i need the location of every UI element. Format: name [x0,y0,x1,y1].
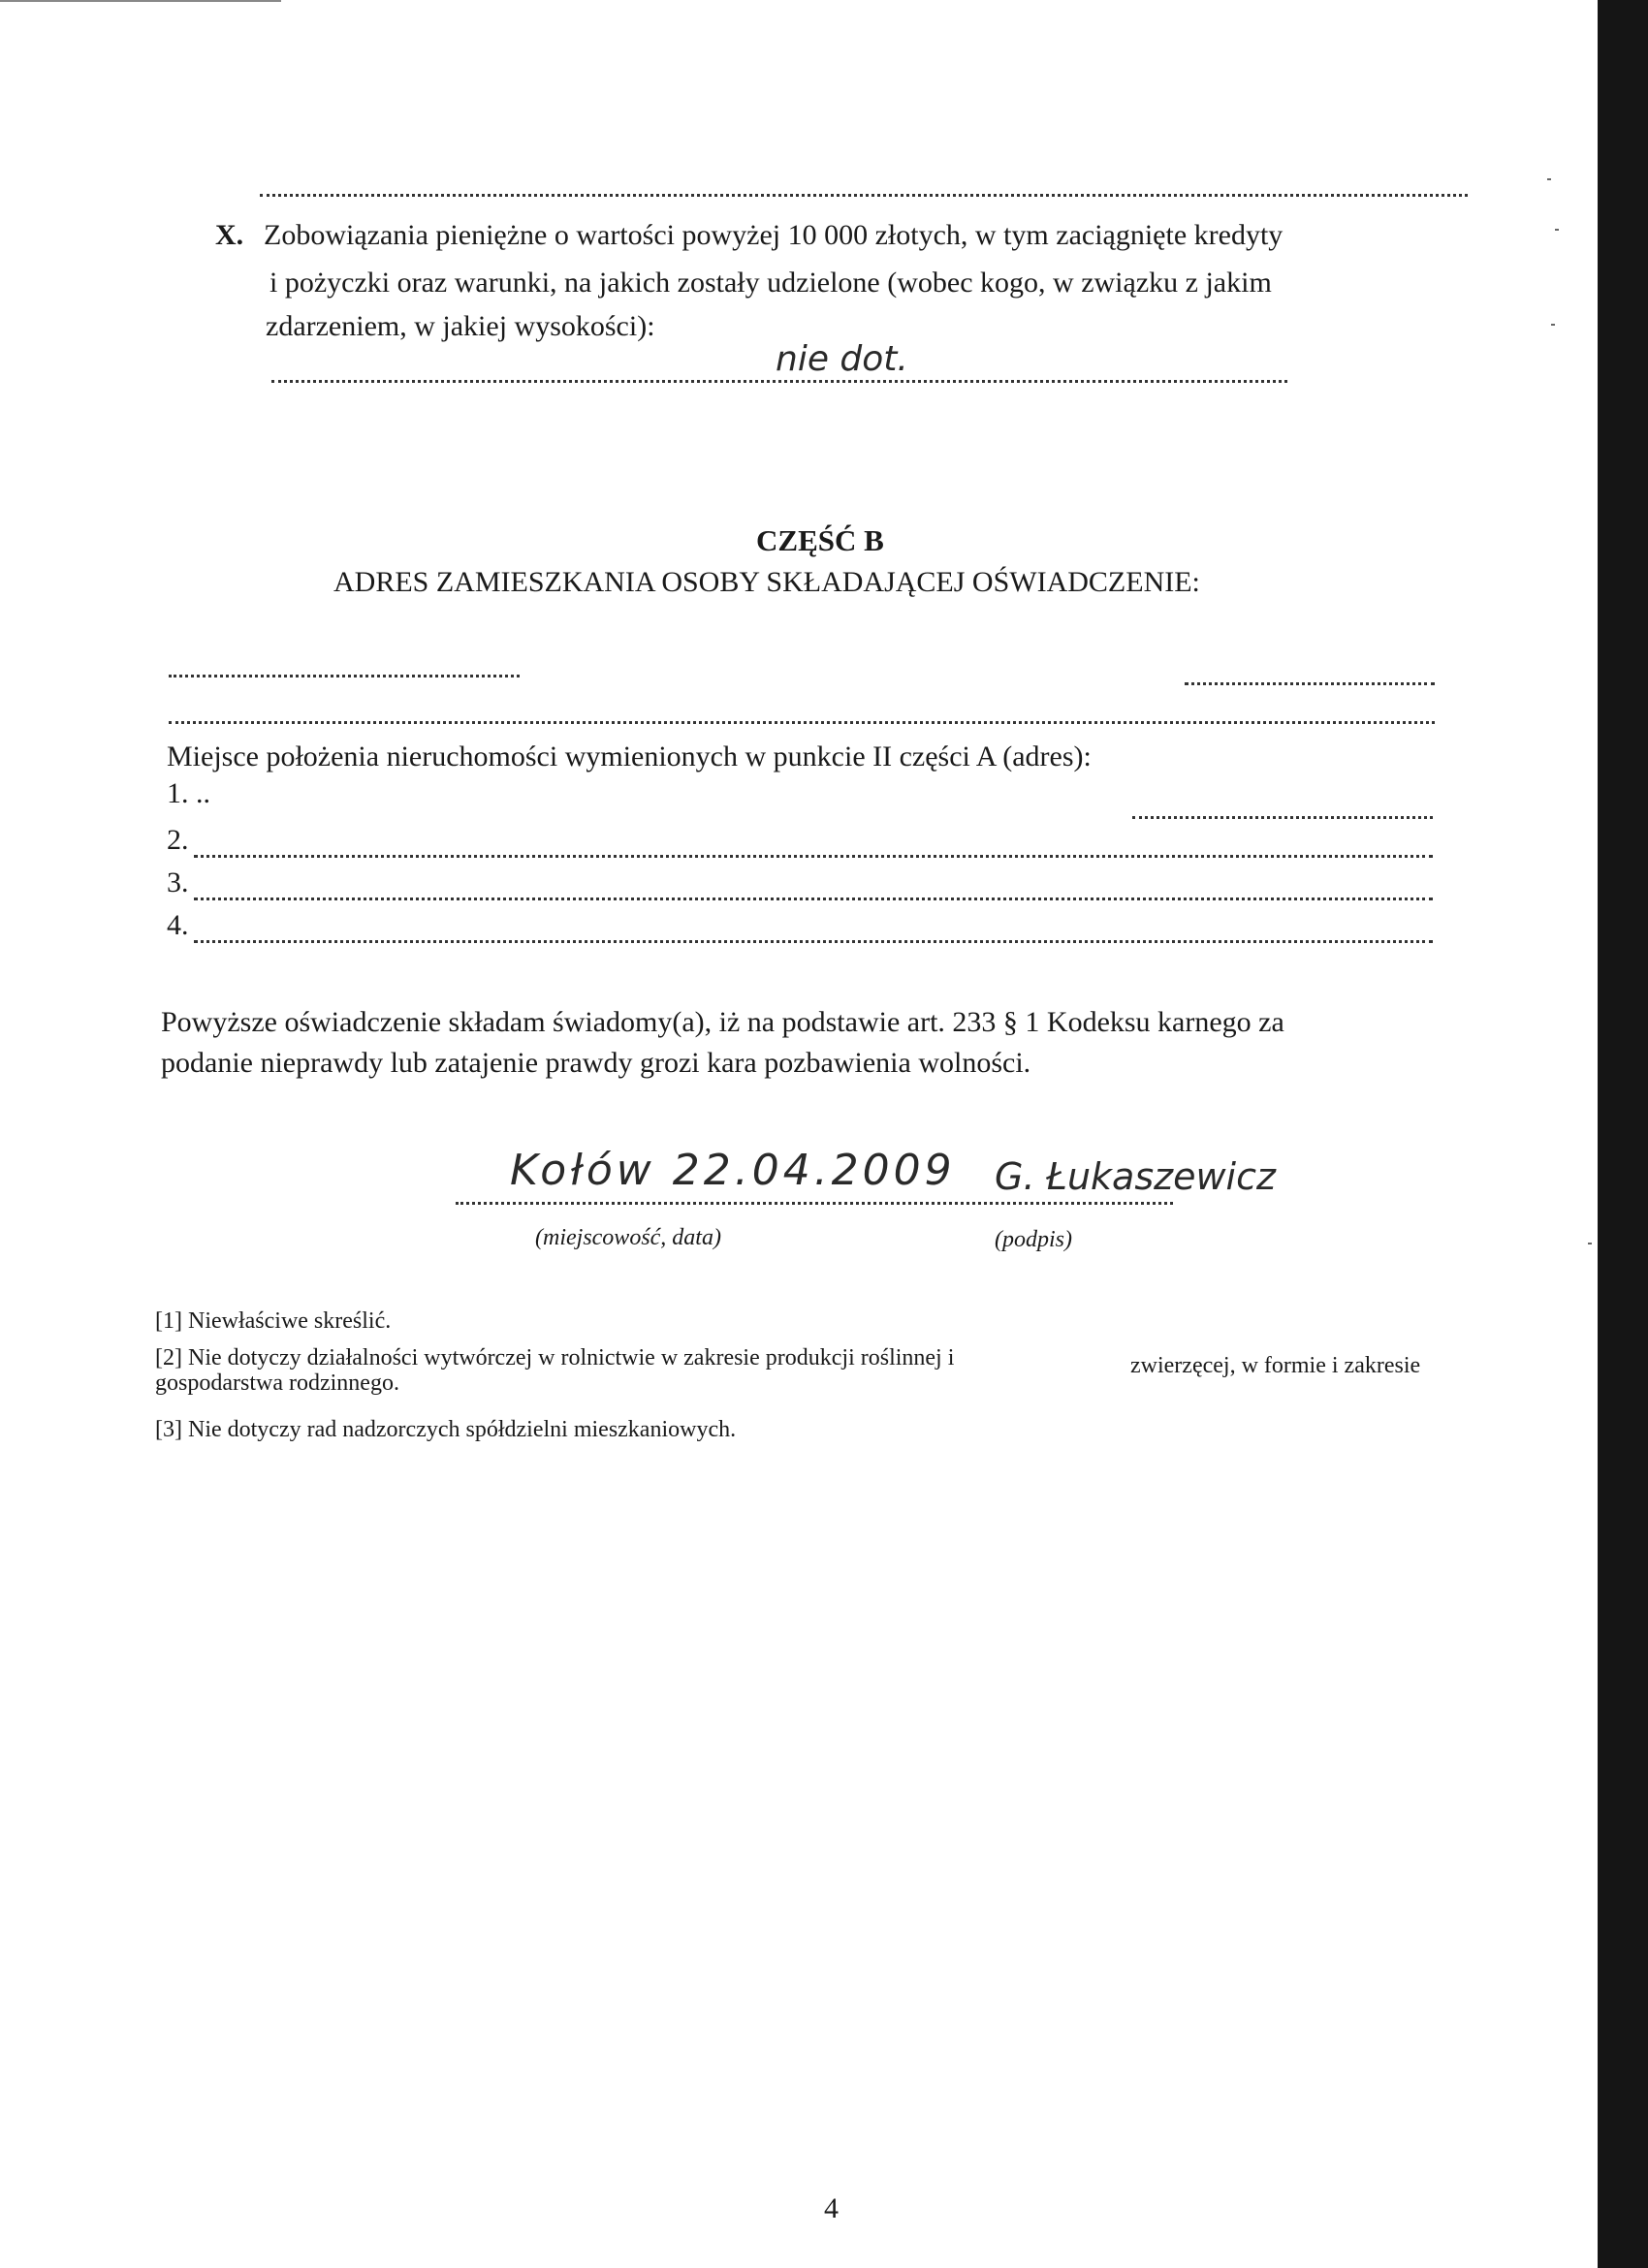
property-item-3-dots [194,898,1433,900]
property-item-1: 1. .. [167,777,210,809]
page-number: 4 [824,2192,839,2224]
address-dots-full [169,721,1435,724]
scan-speck [1551,324,1555,326]
section-x-line-2: i pożyczki oraz warunki, na jakich zostały udzielone (wobec kogo, w związku z jakim [269,267,1272,299]
dotted-line-top [260,194,1468,197]
footnote-2: [2] Nie dotyczy działalności wytwórczej w rolnictwie w zakresie produkcji roślinnej i [155,1345,955,1370]
place-date-caption: (miejscowość, data) [535,1225,721,1250]
property-item-2: 2. [167,824,189,856]
declaration-line-1: Powyższe oświadczenie składam świadomy(a), iż na podstawie art. 233 § 1 Kodeksu karnego za [161,1006,1284,1038]
handwritten-signature: G. Łukaszewicz [995,1155,1276,1198]
property-item-1-dots [1132,816,1433,819]
part-b-subtitle: ADRES ZAMIESZKANIA OSOBY SKŁADAJĄCEJ OŚWIADCZENIE: [333,566,1200,598]
property-item-2-dots [194,855,1433,858]
section-marker: X. [215,219,244,251]
scan-top-edge [0,0,281,2]
address-dots-left [169,675,520,677]
scan-dark-border [1598,0,1648,2268]
scan-speck [1547,178,1551,180]
scan-speck [1588,1243,1592,1244]
footnote-1: [1] Niewłaściwe skreślić. [155,1308,392,1334]
property-item-4: 4. [167,909,189,941]
section-x-line-3: zdarzeniem, w jakiej wysokości): [266,310,655,342]
footnote-2-line-2: gospodarstwa rodzinnego. [155,1370,399,1396]
property-item-4-dots [194,940,1433,943]
footnote-3: [3] Nie dotyczy rad nadzorczych spółdzielni mieszkaniowych. [155,1417,737,1442]
footnote-2-continued: zwierzęcej, w formie i zakresie [1130,1353,1421,1378]
section-x-line-1: Zobowiązania pieniężne o wartości powyżej 10 000 złotych, w tym zaciągnięte kredyty [264,219,1284,251]
handwritten-answer: nie dot. [776,339,908,379]
signature-dotted-line [456,1202,1173,1205]
property-location-label: Miejsce położenia nieruchomości wymienionych w punkcie II części A (adres): [167,740,1092,772]
property-item-3: 3. [167,866,189,898]
declaration-line-2: podanie nieprawdy lub zatajenie prawdy grozi kara pozbawienia wolności. [161,1047,1031,1079]
handwritten-place-date: Kołów 22.04.2009 [510,1146,956,1195]
answer-dotted-line [271,380,1287,383]
address-dots-right [1185,682,1435,685]
scan-speck [1555,229,1559,231]
part-b-title: CZĘŚĆ B [756,523,884,557]
signature-caption: (podpis) [995,1227,1072,1252]
